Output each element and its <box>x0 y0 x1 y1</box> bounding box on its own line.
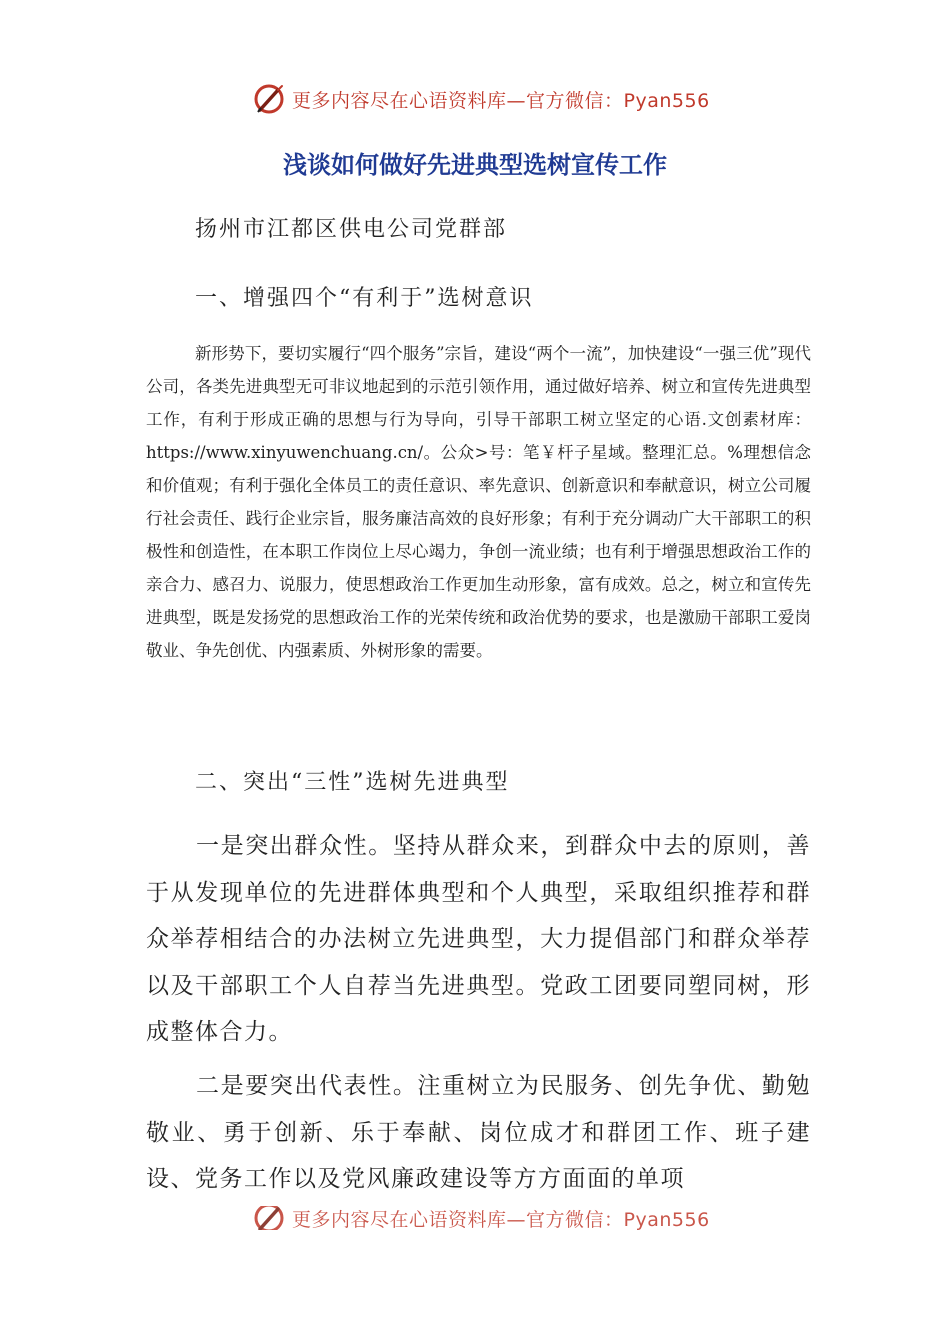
section-1-heading: 一、增强四个“有利于”选树意识 <box>195 286 534 311</box>
pen-logo-icon <box>252 82 286 116</box>
author-line: 扬州市江都区供电公司党群部 <box>195 217 508 242</box>
section-2-heading: 二、突出“三性”选树先进典型 <box>195 770 510 795</box>
section-1-paragraph: 新形势下，要切实履行“四个服务”宗旨，建设“两个一流”，加快建设“一强三优”现代公司，各类先进典型无可非议地起到的示范引领作用，通过做好培养、树立和宣传先进典型工作，有利于形成正确的思想与行为导向，引导干部职工树立坚定的心语.文创素材库：https://www.xinyuwenchuang.cn/。公众>号：笔￥杆子星域。整理汇总。%理想信念和价值观；有利于强化全体员工的责任意识、率先意识、创新意识和奉献意识，树立公司履行社会责任、践行企业宗旨，服务廉洁高效的良好形象；有利于充分调动广大干部职工的积极性和创造性，在本职工作岗位上尽心竭力，争创一流业绩；也有利于增强思想政治工作的亲合力、感召力、说服力，使思想政治工作更加生动形象，富有成效。总之，树立和宣传先进典型，既是发扬党的思想政治工作的光荣传统和政治优势的要求，也是激励干部职工爱岗敬业、争先创优、内强素质、外树形象的需要。 <box>146 344 811 660</box>
footer-banner <box>252 1206 710 1230</box>
pen-logo-icon <box>252 1206 286 1230</box>
header-banner <box>252 82 710 116</box>
paragraph-mass-character: 一是突出群众性。坚持从群众来，到群众中去的原则，善于从发现单位的先进群体典型和个人典型，采取组织推荐和群众举荐相结合的办法树立先进典型，大力提倡部门和群众举荐以及干部职工个人自荐当先进典型。党政工团要同塑同树，形成整体合力。 <box>146 833 811 1045</box>
banner-text: 更多内容尽在心语资料库—官方微信：Pyan556 <box>292 89 710 112</box>
document-title: 浅谈如何做好先进典型选树宣传工作 <box>283 151 667 179</box>
banner-text: 更多内容尽在心语资料库—官方微信：Pyan556 <box>292 1208 710 1230</box>
paragraph-representativeness: 二是要突出代表性。注重树立为民服务、创先争优、勤勉敬业、勇于创新、乐于奉献、岗位成才和群团工作、班子建设、党务工作以及党风廉政建设等方方面面的单项 <box>146 1073 811 1192</box>
